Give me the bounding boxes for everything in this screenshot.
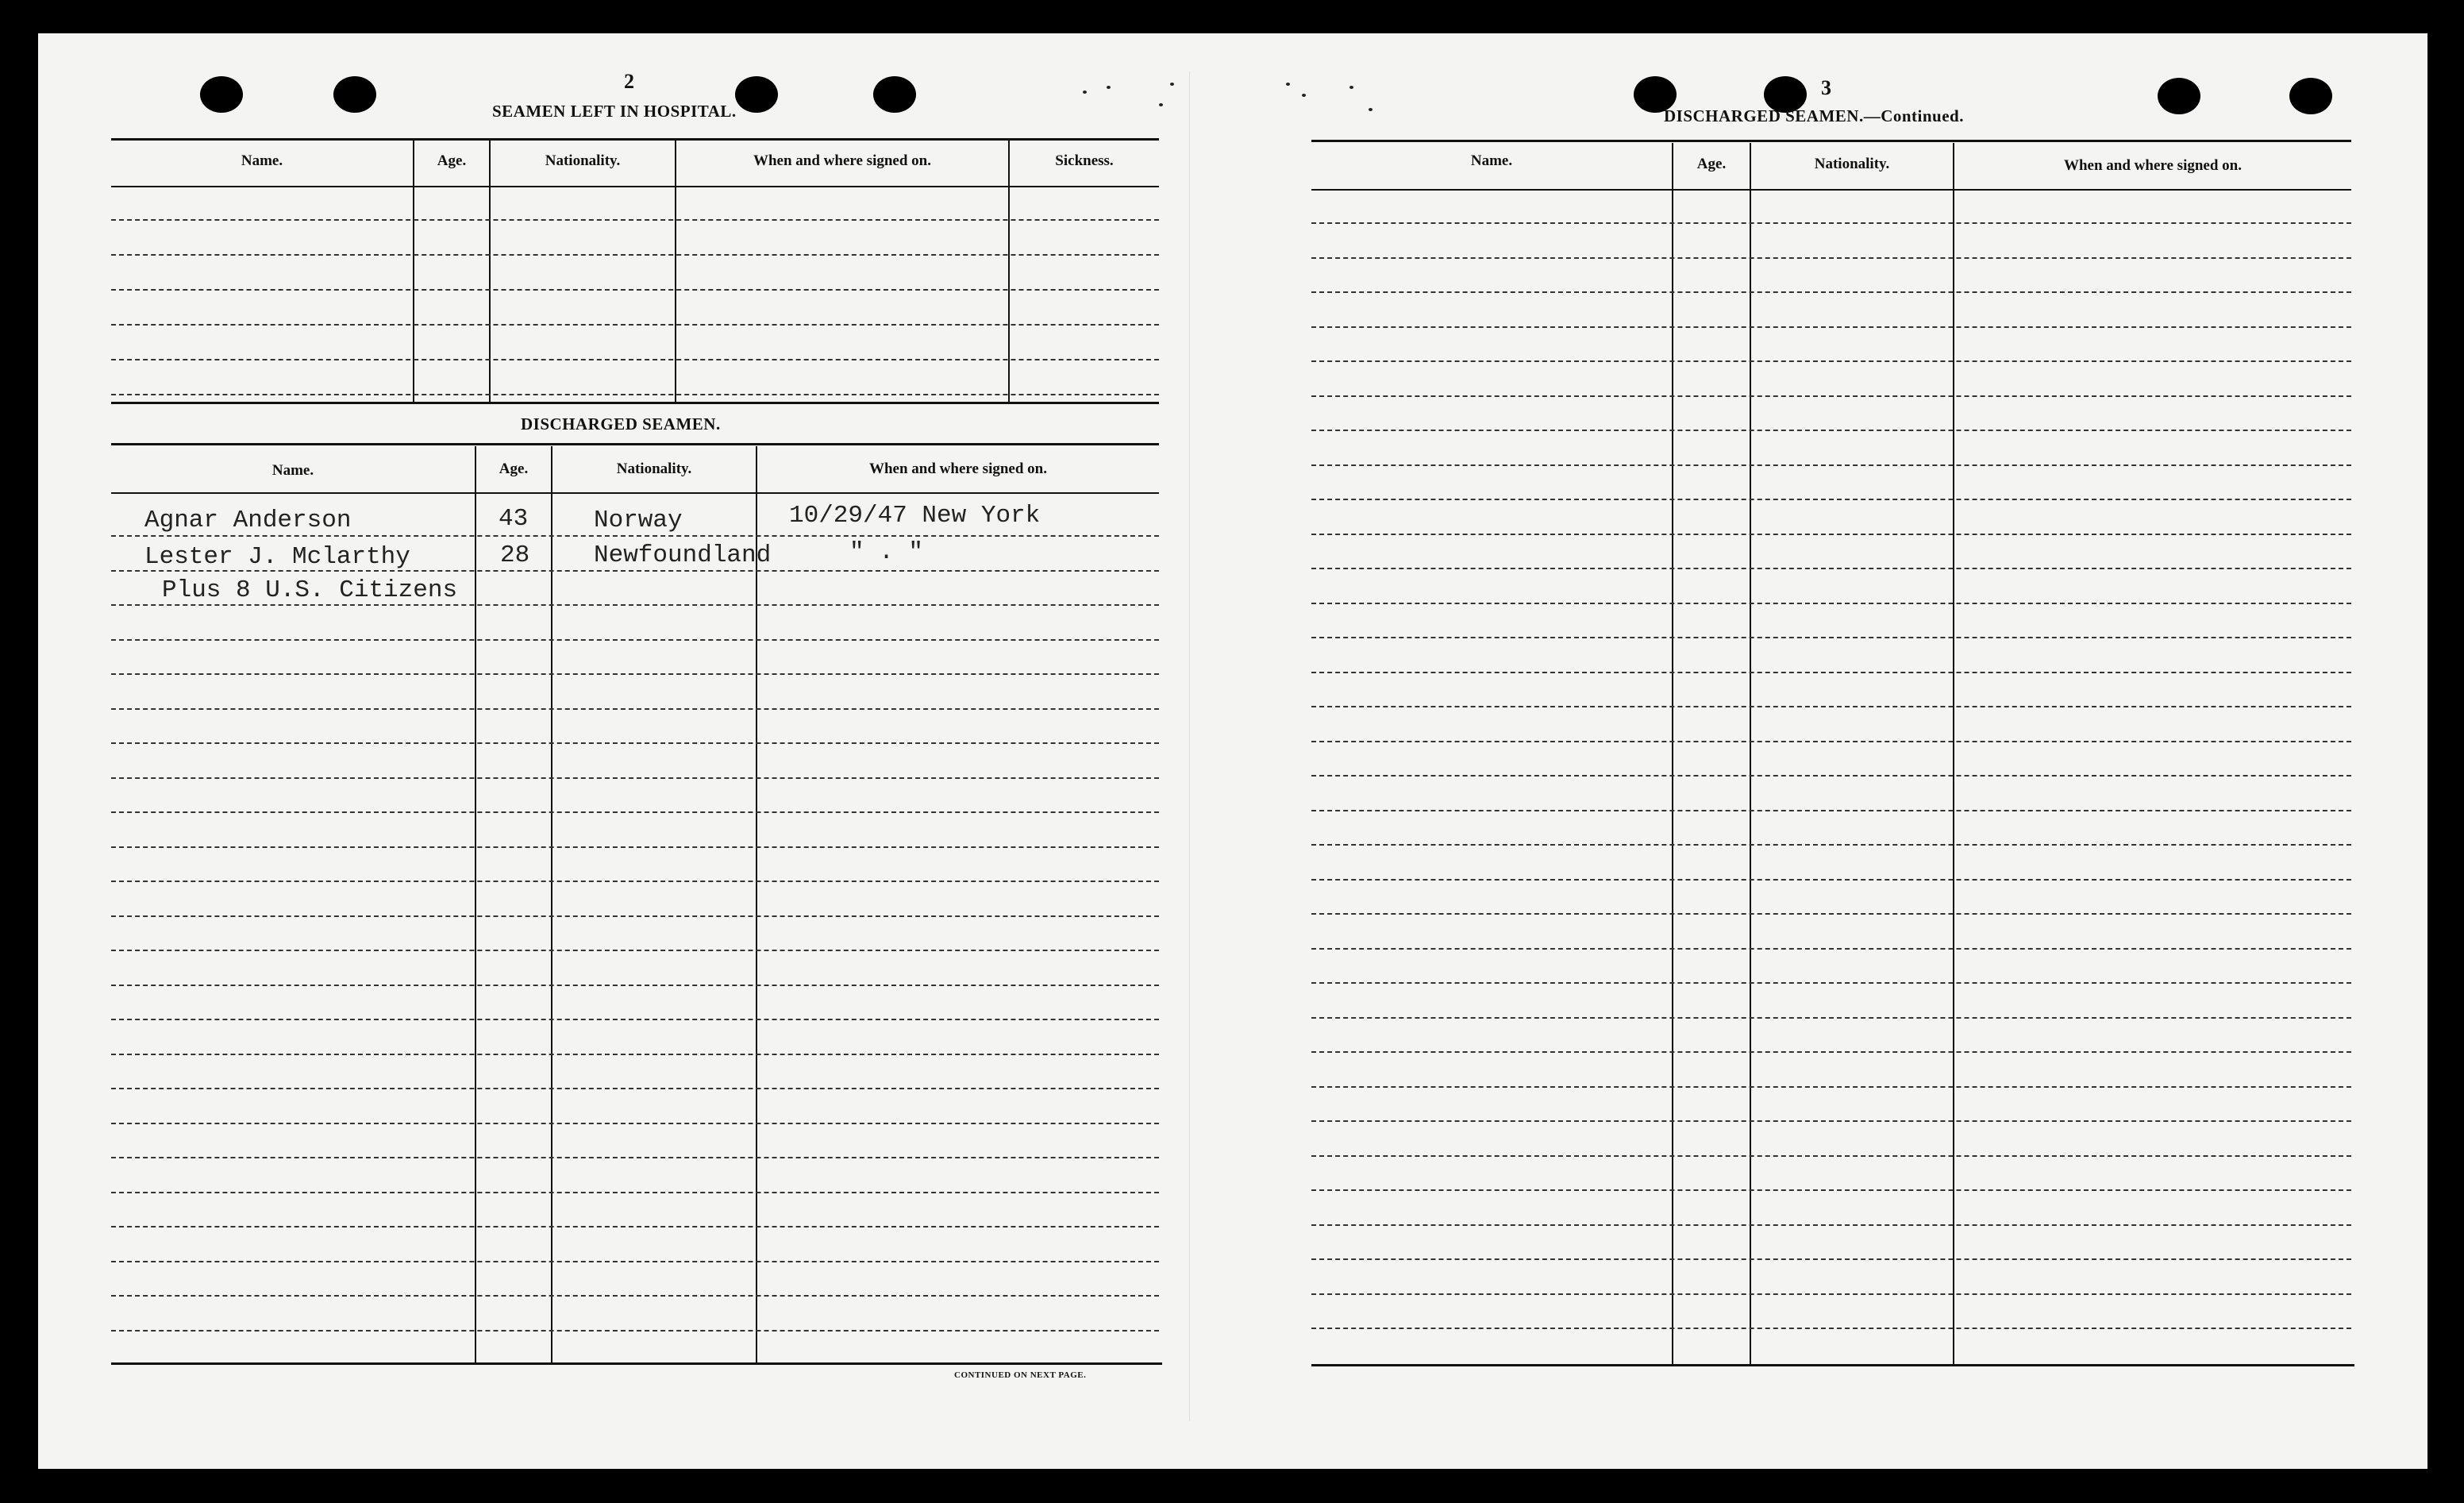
punch-hole [333,76,376,113]
ruled-row-line [111,915,1159,917]
discharged-continued-title: DISCHARGED SEAMEN.—Continued. [1664,106,1964,125]
ruled-row-line [1311,257,2351,259]
ruled-row-line [111,811,1159,813]
ruled-row-line [111,324,1159,326]
ruled-row-line [111,535,1159,537]
ink-speck [1083,91,1087,94]
ruled-row-line [111,219,1159,221]
ruled-row-line [1311,326,2351,328]
discharged-col-signed-on: When and where signed on. [868,461,1047,477]
ruled-row-line [1311,360,2351,362]
ruled-row-line [111,254,1159,256]
ruled-row-line [111,639,1159,641]
manifest-sheet [38,33,2427,1469]
discharged-table-top-rule [111,443,1159,445]
discharged-table-header-rule [111,492,1159,494]
ruled-row-line [111,394,1159,395]
discharged-row-3-name: Plus 8 U.S. Citizens [162,576,458,604]
ruled-row-line [111,1226,1159,1227]
page-number-left: 2 [624,70,634,93]
ruled-row-line [1311,706,2351,707]
ruled-row-line [111,777,1159,779]
ruled-row-line [1311,1086,2351,1088]
punch-hole [2158,78,2200,114]
ruled-row-line [111,708,1159,710]
discharged-row-2-nationality: Newfoundland [594,541,772,569]
discharged-row-2-age: 28 [500,541,530,569]
ruled-row-line [1311,844,2351,846]
discharged-row-1-nationality: Norway [594,507,683,534]
ruled-row-line [1311,637,2351,638]
discharged-col-divider [551,446,552,1362]
discharged-row-1-signed-on: 10/29/47 New York [789,502,1041,530]
hospital-table-bottom-rule [111,402,1159,404]
hospital-table-header-rule [111,186,1159,187]
discharged-row-2-signed-on: " . " [849,538,924,566]
discharged-row-2-name: Lester J. Mclarthy [144,543,410,571]
discharged-col-nationality: Nationality. [616,461,692,477]
ruled-row-line [1311,499,2351,500]
ruled-row-line [1311,879,2351,881]
ruled-row-line [111,1019,1159,1020]
ruled-row-line [111,742,1159,744]
ruled-row-line [111,1088,1159,1089]
ruled-row-line [111,950,1159,951]
continued-table-bottom-rule [1311,1364,2354,1366]
continued-col-signed-on: When and where signed on. [2063,157,2242,174]
ruled-row-line [111,1295,1159,1297]
ruled-row-line [111,1192,1159,1193]
ruled-row-line [111,604,1159,606]
ruled-row-line [1311,1120,2351,1122]
continued-table-top-rule [1311,140,2351,142]
ink-speck [1107,86,1111,89]
ruled-row-line [111,1157,1159,1158]
ruled-row-line [1311,1155,2351,1157]
continued-col-nationality: Nationality. [1814,156,1890,172]
discharged-table-bottom-rule [111,1362,1162,1365]
discharged-col-divider [475,446,476,1362]
ruled-row-line [1311,741,2351,742]
discharged-row-1-age: 43 [499,505,529,533]
discharged-col-name: Name. [271,462,314,479]
discharged-col-divider [756,446,757,1362]
ruled-row-line [1311,672,2351,673]
ruled-row-line [111,881,1159,882]
ink-speck [1159,103,1163,106]
ink-speck [1369,108,1373,111]
discharged-row-1-name: Agnar Anderson [144,507,352,534]
ruled-row-line [1311,1051,2351,1053]
ruled-row-line [1311,464,2351,466]
ruled-row-line [1311,395,2351,397]
hospital-col-divider [489,140,491,402]
ruled-row-line [111,359,1159,360]
page-fold [1189,71,1190,1421]
hospital-col-divider [1008,140,1010,402]
hospital-col-age: Age. [437,152,467,169]
hospital-col-signed-on: When and where signed on. [753,152,931,169]
page-number-right: 3 [1821,76,1831,99]
ruled-row-line [1311,1258,2351,1260]
ruled-row-line [1311,291,2351,293]
hospital-col-nationality: Nationality. [545,152,621,169]
hospital-table-top-rule [111,138,1159,141]
ruled-row-line [1311,982,2351,984]
ruled-row-line [1311,913,2351,915]
ink-speck [1286,83,1290,86]
discharged-col-age: Age. [499,461,529,477]
hospital-col-name: Name. [241,152,283,169]
ruled-row-line [1311,948,2351,950]
punch-hole [200,76,243,113]
ruled-row-line [111,1054,1159,1055]
ruled-row-line [111,1123,1159,1124]
continued-table-header-rule [1311,189,2351,191]
ruled-row-line [1311,775,2351,777]
continued-footer: CONTINUED ON NEXT PAGE. [954,1370,1087,1380]
ruled-row-line [1311,222,2351,224]
ruled-row-line [1311,1224,2351,1226]
ruled-row-line [1311,430,2351,431]
ruled-row-line [111,673,1159,675]
hospital-col-divider [675,140,676,402]
punch-hole [2289,78,2332,114]
ruled-row-line [111,985,1159,986]
ink-speck [1302,94,1306,97]
hospital-col-sickness: Sickness. [1055,152,1114,169]
ruled-row-line [1311,603,2351,604]
punch-hole [873,76,916,113]
ruled-row-line [1311,568,2351,569]
ruled-row-line [1311,1189,2351,1191]
ruled-row-line [1311,1328,2351,1329]
ruled-row-line [111,1330,1159,1332]
ruled-row-line [1311,534,2351,535]
hospital-col-divider [413,140,414,402]
ruled-row-line [1311,1017,2351,1019]
continued-col-age: Age. [1696,156,1727,172]
ruled-row-line [111,846,1159,848]
ink-speck [1349,86,1353,89]
punch-hole [735,76,778,113]
ruled-row-line [111,289,1159,291]
ruled-row-line [1311,810,2351,811]
continued-col-name: Name. [1470,152,1513,169]
discharged-section-title: DISCHARGED SEAMEN. [521,414,721,434]
hospital-section-title: SEAMEN LEFT IN HOSPITAL. [492,102,737,121]
ruled-row-line [111,1261,1159,1262]
ink-speck [1170,83,1174,86]
ruled-row-line [1311,1293,2351,1295]
